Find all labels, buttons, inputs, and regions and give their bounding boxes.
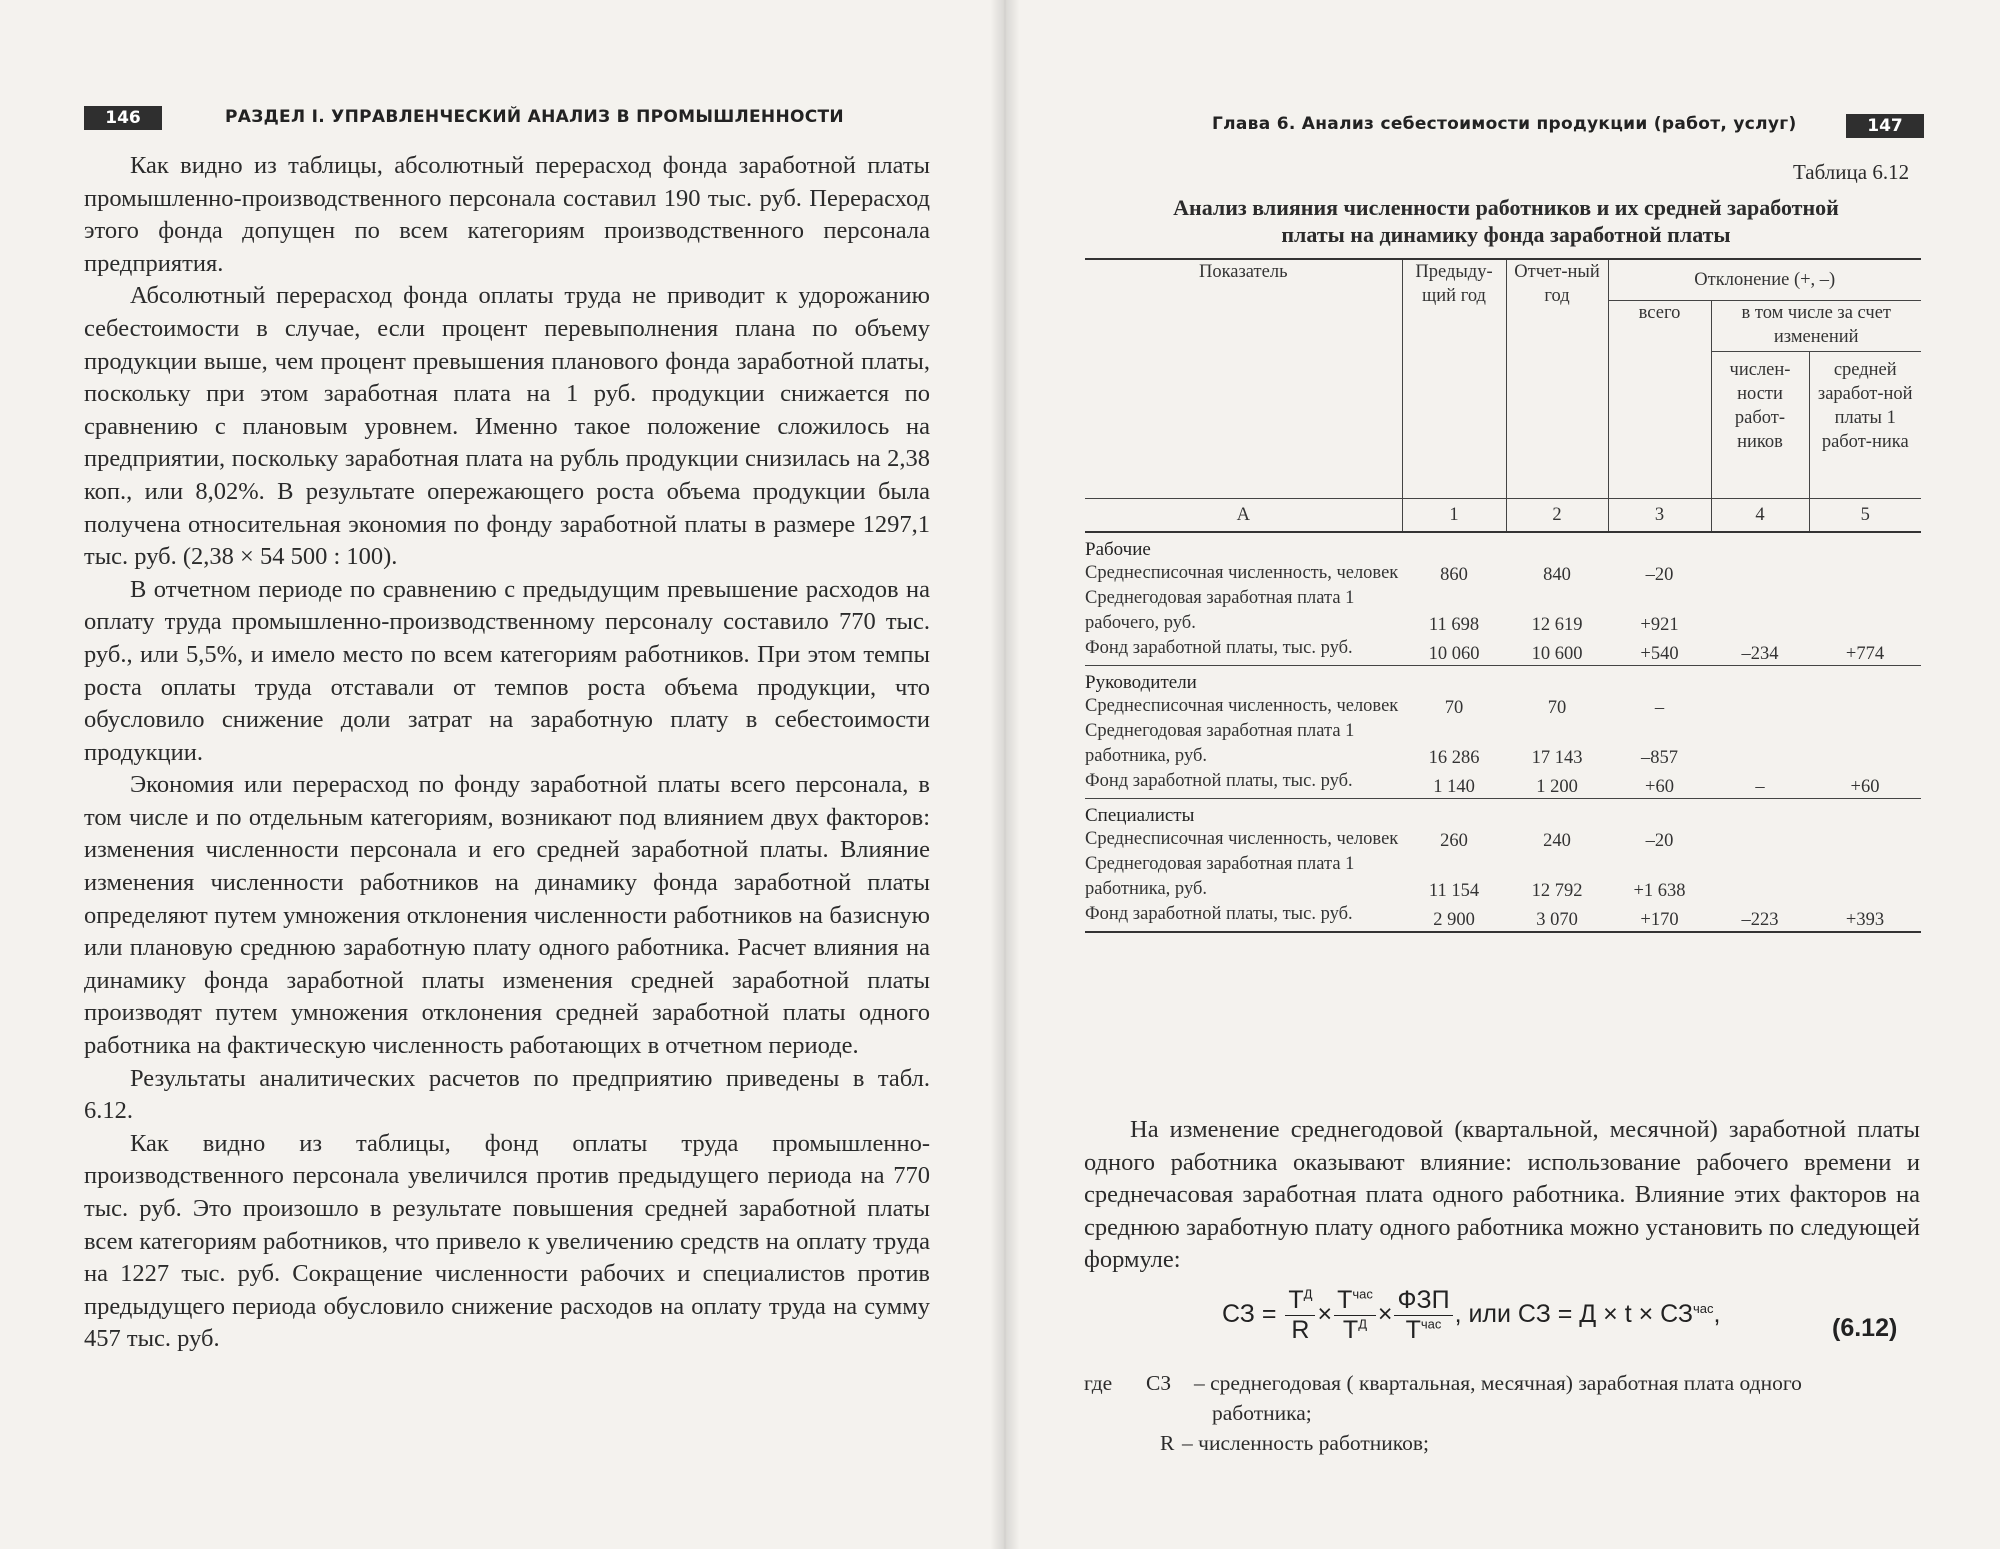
paragraph: Как видно из таблицы, фонд оплаты труда промышленно-производственного персонала увеличился против предыдущего периода на 770 тыс. руб. Это произошло в результате повышения средней заработной платы всем категориям работников, что привело к увеличению средств на оплату труда на 1227 тыс. руб. Сокращение численности рабочих и специалистов против предыдущего периода обусловило снижение расходов на оплату труда на сумму 457 тыс. руб. — [84, 1129, 930, 1353]
frac-num-sup: час — [1352, 1286, 1373, 1302]
right-page — [1000, 0, 2000, 1549]
header-total: всего — [1608, 301, 1711, 499]
cell-report: 240 — [1543, 831, 1571, 851]
def-text: работника; — [1212, 1401, 1312, 1425]
frac-den: Т — [1342, 1316, 1359, 1344]
cell-report: 3 070 — [1506, 902, 1608, 932]
cell-total: +540 — [1608, 636, 1711, 666]
paragraph: Абсолютный перерасход фонда оплаты труда не приводит к удорожанию себестоимости в случае, если процент перевыполнения плана по объему продукции выше, чем процент превышения планового фонда заработной платы, поскольку при этом заработная плата на 1 руб. продукции снижается по сравнению с плановым уровнем. Именно такое положение сложилось на предприятии, поскольку заработная плата на рубль продукции снизилась на 2,38 коп., или 8,02%. В результате опережающего роста объема продукции была получена относительная экономия по фонду заработной платы в размере 1297,1 тыс. руб. (2,38 × 54 500 : 100). — [84, 282, 930, 571]
cell-total: +921 — [1640, 615, 1679, 635]
cell-headcount: –234 — [1711, 636, 1809, 666]
def-symbol: СЗ — [1146, 1371, 1172, 1395]
cell-avg-wage: +774 — [1809, 636, 1921, 666]
index-cell: 5 — [1809, 499, 1921, 533]
index-cell: 3 — [1608, 499, 1711, 533]
cell-total: +170 — [1608, 902, 1711, 932]
row-label: Среднесписочная численность, человек — [1085, 829, 1399, 849]
fraction — [1334, 1286, 1376, 1345]
table-label: Таблица 6.12 — [1793, 160, 1910, 184]
cell-avg-wage: +60 — [1809, 769, 1921, 799]
cell-avg-wage — [1809, 586, 1921, 636]
cell-prev: 11 698 — [1428, 615, 1480, 635]
cell-headcount — [1711, 694, 1809, 719]
header-headcount: числен-ности работ-ников — [1711, 352, 1809, 499]
times-sign: × — [1377, 1300, 1393, 1329]
cell-avg-wage — [1809, 852, 1921, 902]
frac-num: Т — [1288, 1286, 1304, 1314]
frac-den: R — [1291, 1316, 1310, 1344]
right-body-text — [1084, 1114, 1920, 1277]
left-body-text — [84, 150, 930, 1356]
cell-headcount — [1711, 561, 1809, 586]
cell-total: – — [1654, 698, 1665, 718]
table-title — [1086, 194, 1926, 248]
header-indicator: Показатель — [1085, 259, 1402, 499]
formula-alt-end: , — [1713, 1300, 1721, 1329]
where-label: где — [1084, 1371, 1113, 1395]
index-cell: 1 — [1402, 499, 1506, 533]
cell-prev: 2 900 — [1402, 902, 1506, 932]
header-report-year: Отчет-ный год — [1506, 259, 1608, 499]
times-sign: × — [1317, 1300, 1333, 1329]
header-including: в том числе за счет изменений — [1711, 301, 1921, 352]
row-label: Среднегодовая заработная плата 1 рабочего, руб. — [1085, 588, 1355, 633]
formula-alt-sup: час — [1693, 1300, 1714, 1316]
table-row — [1085, 769, 1921, 799]
running-head-left: РАЗДЕЛ I. УПРАВЛЕНЧЕСКИЙ АНАЛИЗ В ПРОМЫШЛЕННОСТИ — [225, 107, 844, 127]
cell-prev: 1 140 — [1402, 769, 1506, 799]
formula-lhs: СЗ = — [1222, 1300, 1277, 1329]
table-row — [1085, 561, 1921, 586]
cell-prev: 16 286 — [1428, 748, 1480, 768]
cell-prev: 10 060 — [1402, 636, 1506, 666]
def-symbol: R — [1160, 1431, 1175, 1455]
header-prev-year: Предыду-щий год — [1402, 259, 1506, 499]
cell-avg-wage — [1809, 561, 1921, 586]
cell-report: 1 200 — [1506, 769, 1608, 799]
index-cell: 4 — [1711, 499, 1809, 533]
cell-total: –20 — [1645, 565, 1674, 585]
cell-total: –857 — [1641, 748, 1678, 768]
table-row — [1085, 586, 1921, 636]
cell-headcount — [1711, 719, 1809, 769]
cell-avg-wage — [1809, 694, 1921, 719]
cell-report: 840 — [1543, 565, 1571, 585]
page-number-right: 147 — [1846, 114, 1924, 138]
cell-avg-wage: +393 — [1809, 902, 1921, 932]
row-label: Среднесписочная численность, человек — [1085, 563, 1399, 583]
cell-report: 17 143 — [1531, 748, 1583, 768]
row-label: Среднесписочная численность, человек — [1085, 696, 1399, 716]
formula-definitions — [1084, 1368, 1924, 1458]
frac-num: ФЗП — [1394, 1286, 1452, 1316]
cell-total: +60 — [1608, 769, 1711, 799]
row-label: Среднегодовая заработная плата 1 работника, руб. — [1085, 854, 1355, 899]
fraction — [1285, 1286, 1315, 1345]
def-text: – численность работников; — [1182, 1431, 1430, 1455]
cell-prev: 260 — [1440, 831, 1468, 851]
index-cell: А — [1085, 499, 1402, 533]
frac-den-sup: час — [1420, 1316, 1442, 1332]
cell-headcount: – — [1711, 769, 1809, 799]
table-title-line: Анализ влияния численности работников и их средней заработной — [1173, 195, 1839, 220]
analysis-table — [1085, 258, 1921, 933]
row-label: Фонд заработной платы, тыс. руб. — [1085, 636, 1402, 666]
formula-number: (6.12) — [1832, 1314, 1898, 1342]
fraction — [1394, 1286, 1452, 1345]
paragraph: Экономия или перерасход по фонду заработной платы всего персонала, в том числе и по отдельным категориям, возникают под влиянием двух факторов: изменения численности персонала и его средней заработной платы. Влияние изменения численности работников на динамику фонда заработной платы определяют путем умножения отклонения численности работников на базисную или плановую среднюю заработную плату одного работника. Расчет влияния на динамику фонда заработной платы изменения средней заработной платы производят путем умножения отклонения средней заработной платы одного работника на фактическую численность работающих в отчетном периоде. — [84, 771, 930, 1060]
header-deviation: Отклонение (+, –) — [1608, 259, 1921, 301]
table-row — [1085, 902, 1921, 932]
row-label: Среднегодовая заработная плата 1 работника, руб. — [1085, 721, 1355, 766]
cell-report: 10 600 — [1506, 636, 1608, 666]
frac-den-sup: Д — [1358, 1316, 1368, 1332]
formula-6-12 — [1222, 1286, 1720, 1345]
index-cell: 2 — [1506, 499, 1608, 533]
cell-report: 12 792 — [1531, 881, 1583, 901]
frac-den: Т — [1405, 1316, 1421, 1344]
group-label: Руководители — [1085, 672, 1197, 693]
cell-headcount: –223 — [1711, 902, 1809, 932]
table-row — [1085, 636, 1921, 666]
table-row — [1085, 694, 1921, 719]
table-row — [1085, 719, 1921, 769]
def-text: – среднегодовая ( квартальная, месячная) заработная плата одного — [1194, 1371, 1802, 1395]
cell-headcount — [1711, 827, 1809, 852]
table-title-line: платы на динамику фонда заработной платы — [1281, 222, 1731, 247]
paragraph: В отчетном периоде по сравнению с предыдущим превышение расходов на оплату труда промышленно-производственному персоналу составило 770 тыс. руб., или 5,5%, и имело место по всем категориям работников. При этом темпы роста оплаты труда отставали от темпов роста объема продукции, что обусловило снижение доли затрат на заработную плату в себестоимости продукции. — [84, 575, 930, 766]
row-label: Фонд заработной платы, тыс. руб. — [1085, 769, 1402, 799]
cell-report: 12 619 — [1531, 615, 1583, 635]
header-avg-wage: средней заработ-ной платы 1 работ-ника — [1809, 352, 1921, 499]
frac-num-sup: Д — [1303, 1286, 1313, 1302]
cell-total: –20 — [1645, 831, 1674, 851]
cell-headcount — [1711, 852, 1809, 902]
frac-num: Т — [1337, 1286, 1353, 1314]
group-label: Рабочие — [1085, 539, 1151, 560]
cell-headcount — [1711, 586, 1809, 636]
running-head-right: Глава 6. Анализ себестоимости продукции (работ, услуг) — [1212, 114, 1797, 134]
table-row — [1085, 827, 1921, 852]
group-label: Специалисты — [1085, 805, 1195, 826]
paragraph: На изменение среднегодовой (квартальной, месячной) заработной платы одного работника оказывают влияние: использование рабочего времени и среднечасовая заработная плата одного работника. Влияние этих факторов на среднюю заработную плату одного работника можно установить по следующей формуле: — [1084, 1116, 1920, 1274]
paragraph: Как видно из таблицы, абсолютный перерасход фонда заработной платы промышленно-производственного персонала составил 190 тыс. руб. Перерасход этого фонда допущен по всем категориям производственного персонала предприятия. — [84, 152, 930, 277]
table-row — [1085, 852, 1921, 902]
cell-avg-wage — [1809, 827, 1921, 852]
cell-prev: 11 154 — [1428, 881, 1480, 901]
cell-prev: 860 — [1440, 565, 1468, 585]
page-number-left: 146 — [84, 106, 162, 130]
row-label: Фонд заработной платы, тыс. руб. — [1085, 902, 1402, 932]
formula-alt: , или СЗ = Д × t × СЗ — [1454, 1300, 1694, 1329]
cell-total: +1 638 — [1633, 881, 1686, 901]
cell-avg-wage — [1809, 719, 1921, 769]
paragraph: Результаты аналитических расчетов по предприятию приведены в табл. 6.12. — [84, 1064, 930, 1125]
cell-report: 70 — [1547, 698, 1567, 718]
cell-prev: 70 — [1444, 698, 1464, 718]
